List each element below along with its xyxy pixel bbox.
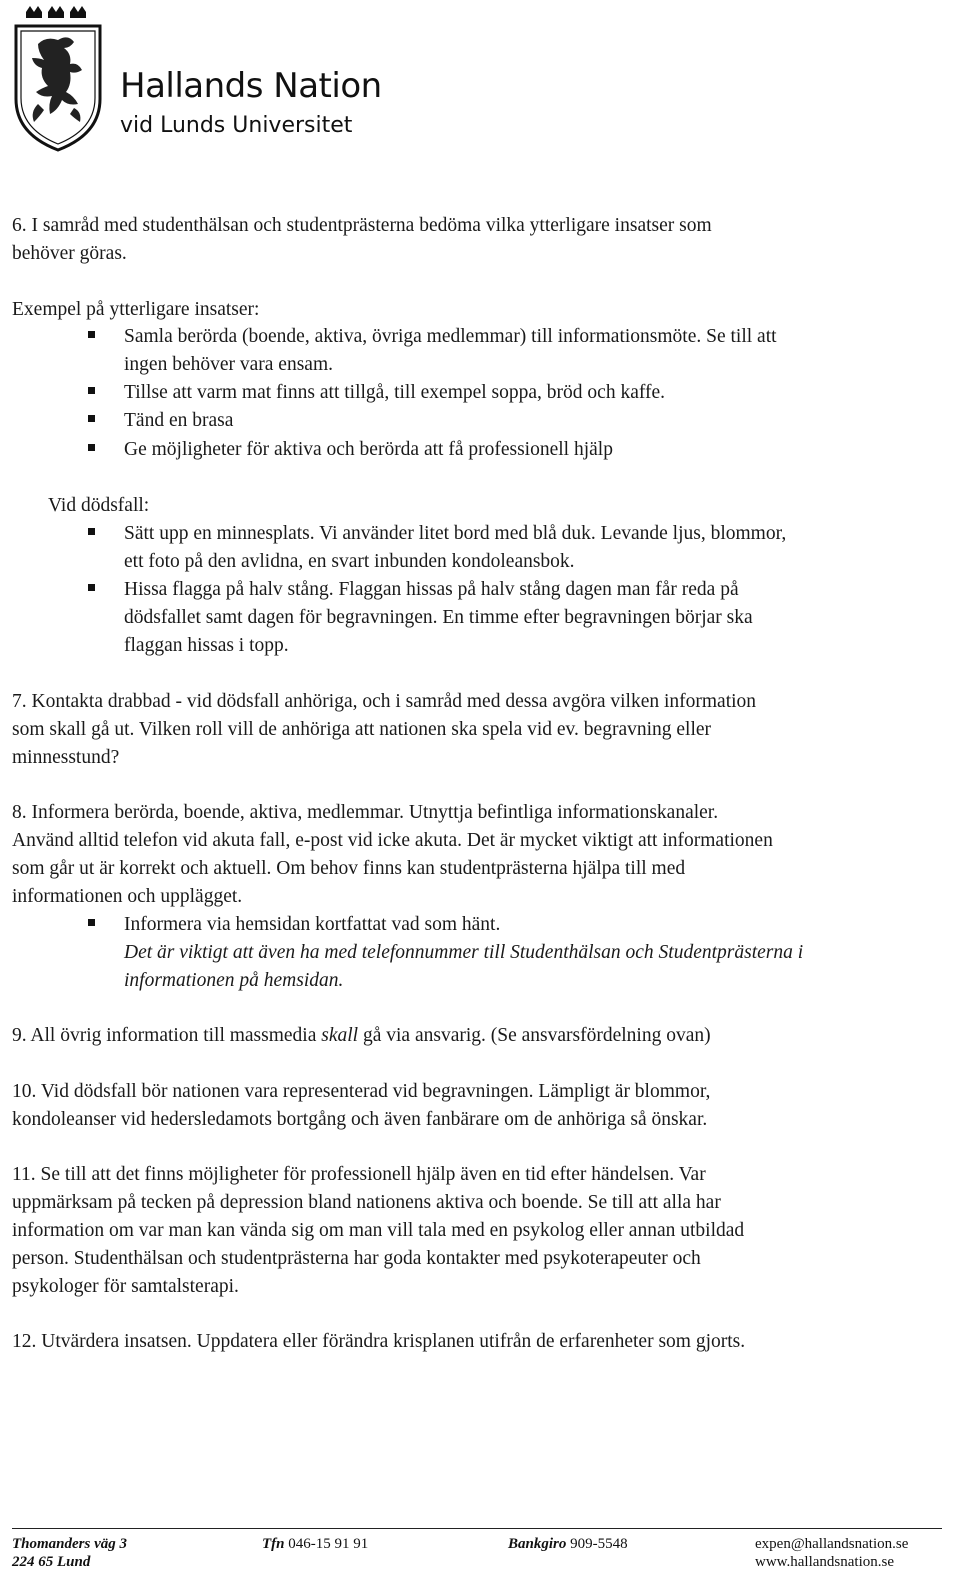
- square-bullet-icon: [88, 528, 95, 535]
- footer-bankgiro: [508, 1535, 628, 1553]
- footer-street: Thomanders väg 3: [12, 1536, 128, 1552]
- paragraph-8-line-2: Använd alltid telefon vid akuta fall, e-post vid icke akuta. Det är mycket viktigt att informationen: [12, 830, 773, 851]
- footer-phone-value: 046-15 91 91: [284, 1536, 369, 1552]
- paragraph-11-line-4: person. Studenthälsan och studentprästerna har goda kontakter med psykoterapeuter och: [12, 1248, 701, 1269]
- paragraph-11-line-2: uppmärksam på tecken på depression bland nationens aktiva och boende. Se till att alla har: [12, 1192, 721, 1213]
- paragraph-9-end: gå via ansvarig. (Se ansvarsfördelning ovan): [358, 1025, 711, 1046]
- square-bullet-icon: [88, 415, 95, 422]
- footer-bankgiro-value: 909-5548: [566, 1536, 628, 1552]
- death-bullet-1-line-1: Sätt upp en minnesplats. Vi använder litet bord med blå duk. Levande ljus, blommor,: [124, 523, 787, 544]
- paragraph-11-line-3: information om var man kan vända sig om man vill tala med en psykolog eller annan utbildad: [12, 1220, 745, 1241]
- paragraph-8-line-1: 8. Informera berörda, boende, aktiva, medlemmar. Utnyttja befintliga informationskanaler.: [12, 802, 719, 823]
- footer-address-line-1: [12, 1535, 127, 1553]
- death-bullet-2-line-2: dödsfallet samt dagen för begravningen. En timme efter begravningen börjar ska: [124, 607, 753, 628]
- paragraph-7-line-1: 7. Kontakta drabbad - vid dödsfall anhöriga, och i samråd med dessa avgöra vilken information: [12, 691, 757, 712]
- paragraph-10-line-2: kondoleanser vid hedersledamots bortgång och även fanbärare om de anhöriga så önskar.: [12, 1109, 708, 1130]
- footer-phone: [262, 1535, 368, 1553]
- death-bullet-1-line-2: ett foto på den avlidna, en svart inbunden kondoleansbok.: [124, 551, 575, 572]
- death-heading: Vid dödsfall:: [48, 495, 150, 516]
- paragraph-8-note-line-1: Det är viktigt att även ha med telefonnummer till Studenthälsan och Studentprästerna i: [124, 942, 804, 963]
- square-bullet-icon: [88, 584, 95, 591]
- square-bullet-icon: [88, 331, 95, 338]
- footer-website: www.hallandsnation.se: [755, 1554, 894, 1570]
- death-bullet-2-line-1: Hissa flagga på halv stång. Flaggan hissas på halv stång dagen man får reda på: [124, 579, 739, 600]
- paragraph-8-line-3: som går ut är korrekt och aktuell. Om behov finns kan studentprästerna hjälpa till med: [12, 858, 686, 879]
- paragraph-11-line-5: psykologer för samtalsterapi.: [12, 1276, 239, 1297]
- paragraph-8-line-4: informationen och upplägget.: [12, 886, 243, 907]
- footer-email: expen@hallandsnation.se: [755, 1536, 909, 1552]
- examples-bullet-1-line-1: Samla berörda (boende, aktiva, övriga medlemmar) till informationsmöte. Se till att: [124, 326, 777, 347]
- paragraph-6-line-2: behöver göras.: [12, 243, 127, 264]
- examples-bullet-2: Tillse att varm mat finns att tillgå, till exempel soppa, bröd och kaffe.: [124, 382, 666, 403]
- death-bullet-2-line-3: flaggan hissas i topp.: [124, 635, 289, 656]
- paragraph-9-emphasis: skall: [321, 1025, 359, 1046]
- paragraph-9-start: 9. All övrig information till massmedia: [12, 1025, 322, 1046]
- square-bullet-icon: [88, 444, 95, 451]
- footer-bankgiro-label: Bankgiro: [508, 1536, 567, 1552]
- paragraph-7-line-3: minnesstund?: [12, 747, 120, 768]
- paragraph-10-line-1: 10. Vid dödsfall bör nationen vara representerad vid begravningen. Lämpligt är blommor,: [12, 1081, 711, 1102]
- org-subtitle: vid Lunds Universitet: [120, 113, 353, 138]
- footer-divider: [12, 1528, 942, 1529]
- paragraph-11-line-1: 11. Se till att det finns möjligheter för professionell hjälp även en tid efter händelsen. Var: [12, 1164, 706, 1185]
- org-name: Hallands Nation: [120, 66, 382, 106]
- examples-bullet-4: Ge möjligheter för aktiva och berörda att få professionell hjälp: [124, 439, 613, 460]
- footer-phone-label: Tfn: [262, 1536, 285, 1552]
- examples-heading: Exempel på ytterligare insatser:: [12, 299, 260, 320]
- paragraph-6-line-1: 6. I samråd med studenthälsan och studentprästerna bedöma vilka ytterligare insatser som: [12, 215, 712, 236]
- footer-address-line-2: [12, 1553, 90, 1571]
- square-bullet-icon: [88, 387, 95, 394]
- footer-postcode: 224 65 Lund: [12, 1554, 91, 1570]
- paragraph-9: [12, 1022, 711, 1050]
- paragraph-8-bullet: Informera via hemsidan kortfattat vad som hänt.: [124, 914, 501, 935]
- paragraph-7-line-2: som skall gå ut. Vilken roll vill de anhöriga att nationen ska spela vid ev. begravning eller: [12, 719, 712, 740]
- paragraph-8-note-line-2: informationen på hemsidan.: [124, 970, 344, 991]
- examples-bullet-3: Tänd en brasa: [124, 410, 234, 431]
- coat-of-arms-logo: [8, 4, 108, 154]
- examples-bullet-1-line-2: ingen behöver vara ensam.: [124, 354, 333, 375]
- paragraph-12: 12. Utvärdera insatsen. Uppdatera eller förändra krisplanen utifrån de erfarenheter som gjorts.: [12, 1331, 746, 1352]
- square-bullet-icon: [88, 919, 95, 926]
